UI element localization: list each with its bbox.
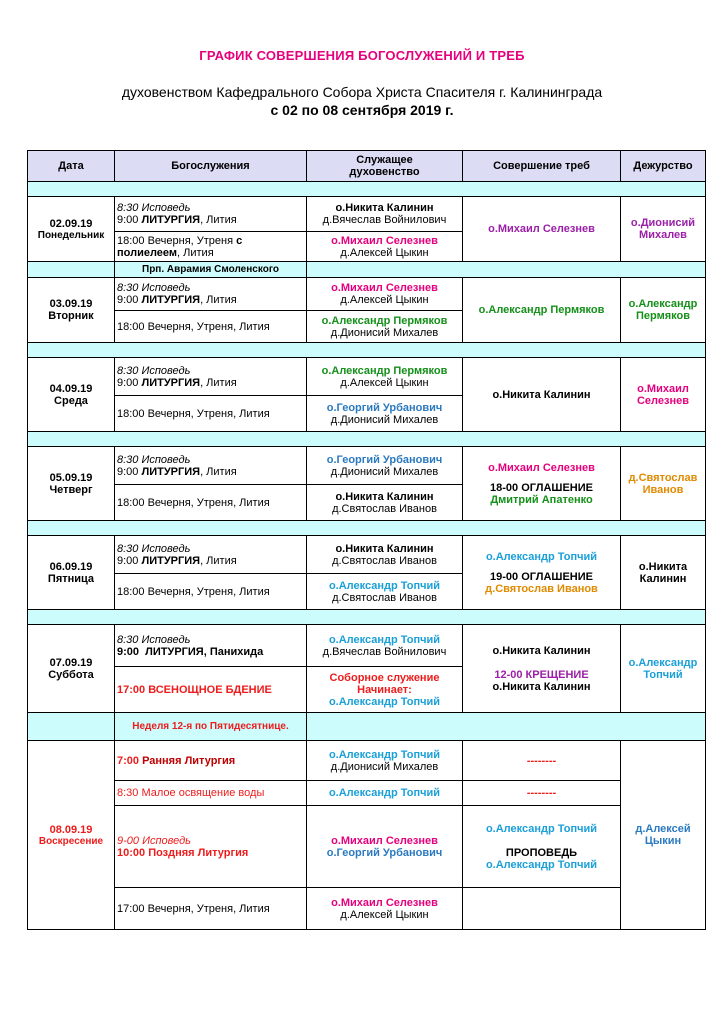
- header-clergy: Служащее духовенство: [307, 151, 463, 182]
- evening-rites: [463, 888, 621, 930]
- evening-service: 18:00 Вечерня, Утреня с полиелеем, Лития: [115, 232, 307, 262]
- early-rites: --------: [463, 741, 621, 781]
- evening-service: 17:00 ВСЕНОЩНОЕ БДЕНИЕ: [115, 667, 307, 713]
- rites-cell: о.Михаил Селезнев 18-00 ОГЛАШЕНИЕ Дмитрий Апатенко: [463, 447, 621, 521]
- duty-cell: д.Святослав Иванов: [621, 447, 706, 521]
- sunday-water-row: [28, 781, 706, 806]
- morning-clergy: о.Никита Калинин д.Вячеслав Войнилович: [307, 197, 463, 232]
- rites-cell: о.Михаил Селезнев: [463, 197, 621, 262]
- spacer-row: [28, 432, 706, 447]
- rites-cell: о.Александр Топчий 19-00 ОГЛАШЕНИЕ д.Святослав Иванов: [463, 536, 621, 610]
- late-rites: о.Александр Топчий ПРОПОВЕДЬ о.Александр Топчий: [463, 806, 621, 888]
- early-clergy: о.Александр Топчий д.Дионисий Михалев: [307, 741, 463, 781]
- evening-clergy: о.Георгий Урбанович д.Дионисий Михалев: [307, 396, 463, 432]
- day-row-morning: [28, 625, 706, 667]
- sunday-late-row: [28, 806, 706, 888]
- late-liturgy: 9-00 Исповедь 10:00 Поздняя Литургия: [115, 806, 307, 888]
- date-cell: 06.09.19 Пятница: [28, 536, 115, 610]
- header-duty: Дежурство: [621, 151, 706, 182]
- morning-service: 8:30 Исповедь 9:00 ЛИТУРГИЯ, Панихида: [115, 625, 307, 667]
- evening-clergy: о.Михаил Селезнев д.Алексей Цыкин: [307, 888, 463, 930]
- spacer-row: [28, 182, 706, 197]
- header-date: Дата: [28, 151, 115, 182]
- morning-clergy: о.Георгий Урбанович д.Дионисий Михалев: [307, 447, 463, 485]
- evening-service: 18:00 Вечерня, Утреня, Лития: [115, 485, 307, 521]
- date-cell: 03.09.19 Вторник: [28, 278, 115, 343]
- page-title: ГРАФИК СОВЕРШЕНИЯ БОГОСЛУЖЕНИЙ И ТРЕБ: [199, 48, 525, 63]
- header-row: [28, 151, 706, 182]
- morning-service: 8:30 Исповедь 9:00 ЛИТУРГИЯ, Лития: [115, 358, 307, 396]
- evening-service: 18:00 Вечерня, Утреня, Лития: [115, 574, 307, 610]
- date-cell: 08.09.19 Воскресение: [28, 741, 115, 930]
- evening-service: 17:00 Вечерня, Утреня, Лития: [115, 888, 307, 930]
- morning-clergy: о.Александр Пермяков д.Алексей Цыкин: [307, 358, 463, 396]
- water-clergy: о.Александр Топчий: [307, 781, 463, 806]
- duty-cell: о.Никита Калинин: [621, 536, 706, 610]
- duty-cell: о.Михаил Селезнев: [621, 358, 706, 432]
- day-row-morning: [28, 278, 706, 311]
- water-blessing: 8:30 Малое освящение воды: [115, 781, 307, 806]
- duty-cell: о.Дионисий Михалев: [621, 197, 706, 262]
- morning-service: 8:30 Исповедь 9:00 ЛИТУРГИЯ, Лития: [115, 536, 307, 574]
- morning-service: 8:30 Исповедь 9:00 ЛИТУРГИЯ, Лития: [115, 278, 307, 311]
- morning-service: 8:30 Исповедь 9:00 ЛИТУРГИЯ, Лития: [115, 197, 307, 232]
- day-row-morning: [28, 447, 706, 485]
- late-clergy: о.Михаил Селезнев о.Георгий Урбанович: [307, 806, 463, 888]
- morning-clergy: о.Александр Топчий д.Вячеслав Войнилович: [307, 625, 463, 667]
- schedule-table: [27, 150, 706, 930]
- day-row-morning: [28, 536, 706, 574]
- day-row-morning: [28, 197, 706, 232]
- date-cell: 02.09.19 Понедельник: [28, 197, 115, 262]
- evening-service: 18:00 Вечерня, Утреня, Лития: [115, 396, 307, 432]
- rites-cell: о.Александр Пермяков: [463, 278, 621, 343]
- date-cell: 04.09.19 Среда: [28, 358, 115, 432]
- evening-clergy: о.Никита Калинин д.Святослав Иванов: [307, 485, 463, 521]
- morning-clergy: о.Никита Калинин д.Святослав Иванов: [307, 536, 463, 574]
- date-cell: 05.09.19 Четверг: [28, 447, 115, 521]
- duty-cell: о.Александр Пермяков: [621, 278, 706, 343]
- duty-cell: д.Алексей Цыкин: [621, 741, 706, 930]
- day-row-morning: [28, 358, 706, 396]
- water-rites: --------: [463, 781, 621, 806]
- spacer-row: [28, 521, 706, 536]
- evening-clergy: о.Александр Пермяков д.Дионисий Михалев: [307, 311, 463, 343]
- evening-clergy: о.Михаил Селезнев д.Алексей Цыкин: [307, 232, 463, 262]
- early-liturgy: 7:00 Ранняя Литургия: [115, 741, 307, 781]
- feast-note: Прп. Аврамия Смоленского: [28, 262, 706, 278]
- duty-cell: о.Александр Топчий: [621, 625, 706, 713]
- spacer-row: [28, 343, 706, 358]
- header-services: Богослужения: [115, 151, 307, 182]
- evening-service: 18:00 Вечерня, Утреня, Лития: [115, 311, 307, 343]
- sunday-note: Неделя 12-я по Пятидесятнице.: [28, 713, 706, 741]
- morning-service: 8:30 Исповедь 9:00 ЛИТУРГИЯ, Лития: [115, 447, 307, 485]
- sunday-evening-row: [28, 888, 706, 930]
- header-rites: Совершение треб: [463, 151, 621, 182]
- rites-cell: о.Никита Калинин: [463, 358, 621, 432]
- morning-clergy: о.Михаил Селезнев д.Алексей Цыкин: [307, 278, 463, 311]
- date-cell: 07.09.19 Суббота: [28, 625, 115, 713]
- date-range: с 02 по 08 сентября 2019 г.: [270, 102, 454, 118]
- evening-clergy: о.Александр Топчий д.Святослав Иванов: [307, 574, 463, 610]
- spacer-row: [28, 610, 706, 625]
- rites-cell: о.Никита Калинин 12-00 КРЕЩЕНИЕ о.Никита Калинин: [463, 625, 621, 713]
- sunday-early-row: [28, 741, 706, 781]
- page-subtitle: духовенством Кафедрального Собора Христа Спасителя г. Калининграда: [121, 84, 603, 100]
- evening-clergy: Соборное служение Начинает: о.Александр Топчий: [307, 667, 463, 713]
